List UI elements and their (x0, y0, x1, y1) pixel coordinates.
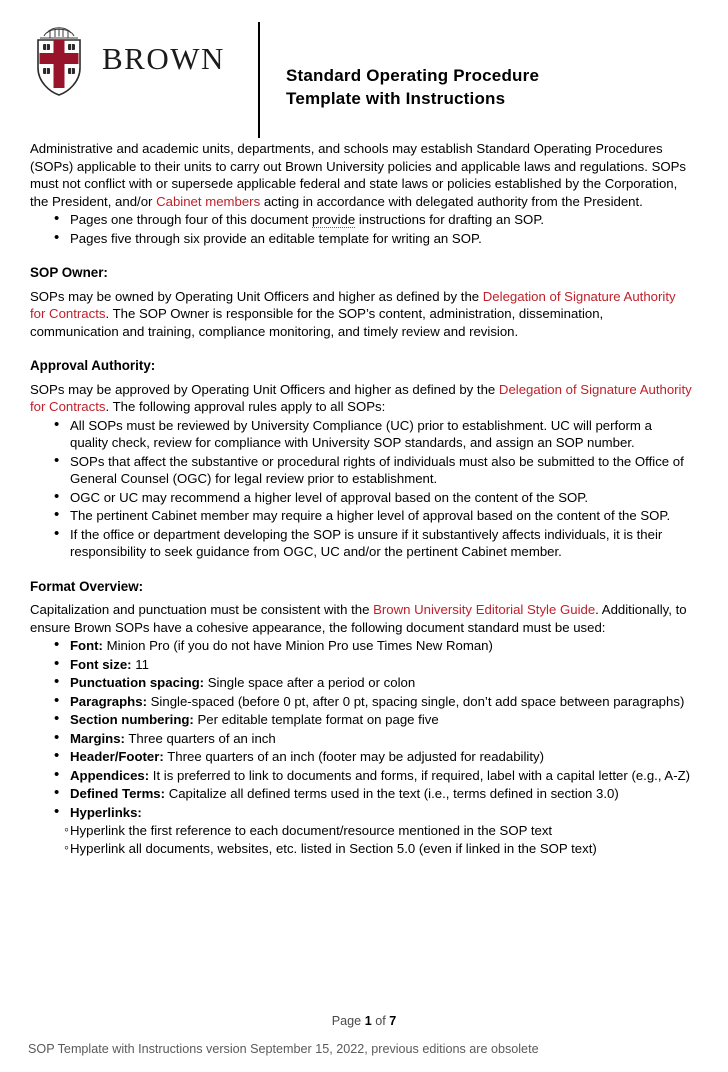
section-heading-approval-authority: Approval Authority: (30, 358, 156, 373)
list-item (50, 804, 692, 822)
sop-owner-text-1: SOPs may be owned by Operating Unit Officers and higher as defined by the (30, 288, 483, 304)
brand-wordmark: BROWN (102, 41, 225, 76)
item-value: Single-spaced (before 0 pt, after 0 pt, spacing single, don’t add space between paragraphs) (146, 693, 685, 709)
brand-lockup (28, 22, 258, 96)
format-overview-paragraph (28, 601, 692, 636)
approval-text-2: . The following approval rules apply to all SOPs: (105, 399, 386, 414)
list-item (50, 767, 692, 785)
item-label: Margins: (70, 730, 125, 746)
list-item: ◦ Hyperlink the first reference to each document/resource mentioned in the SOP text (50, 822, 692, 840)
sop-owner-text-2: . The SOP Owner is responsible for the SOP’s content, administration, dissemination, communication and training, compliance monitoring, and timely review and revision. (30, 306, 604, 339)
bullet-post-0: instructions for drafting an SOP. (355, 212, 545, 227)
item-label: Hyperlinks: (70, 804, 142, 820)
bullet-pre-0: Pages one through four of this document (70, 212, 312, 227)
section-heading-format-overview: Format Overview: (30, 578, 144, 594)
list-item (50, 230, 692, 248)
intro-paragraph (28, 140, 692, 210)
bullet-pre-1: Pages five through six provide an editable template for writing an SOP. (70, 230, 482, 246)
item-value: Three quarters of an inch (124, 730, 276, 746)
format-overview-list (28, 637, 692, 821)
footer-version-note: SOP Template with Instructions version September 15, 2022, previous editions are obsolete (28, 1042, 539, 1056)
list-item: • If the office or department developing the SOP is unsure if it substantively affects individuals, it is their responsibility to seek guidance from OGC, UC and/or the pertinent Cabinet member. (50, 526, 692, 561)
list-item: • All SOPs must be reviewed by University Compliance (UC) prior to establishment. UC will perform a quality check, review for compliance with University SOP standards, and assign an SOP number. (50, 417, 692, 452)
item-value: Per editable template format on page five (193, 712, 439, 727)
page-title (260, 22, 539, 110)
item-value: Minion Pro (if you do not have Minion Pro use Times New Roman) (102, 638, 493, 653)
item-value: Single space after a period or colon (204, 675, 416, 690)
list-item (50, 211, 692, 229)
page-title-line-2: Template with Instructions (286, 89, 506, 108)
list-item (50, 656, 692, 674)
item-label: Paragraphs: (70, 693, 147, 709)
item-value: 11 (131, 656, 149, 672)
delegation-signature-authority-link-1[interactable]: Delegation of Signature Authority for Contracts (30, 288, 676, 321)
page-footer (0, 1014, 728, 1028)
list-item: • SOPs that affect the substantive or procedural rights of individuals must also be submitted to the Office of General Counsel (OGC) for legal review prior to establishment. (50, 453, 692, 488)
approval-authority-paragraph (28, 381, 692, 416)
item-label: Defined Terms: (70, 786, 166, 801)
approval-authority-bullet-list (28, 417, 692, 561)
list-item: • OGC or UC may recommend a higher level of approval based on the content of the SOP. (50, 489, 692, 507)
list-item (50, 693, 692, 711)
item-label: Section numbering: (70, 712, 194, 727)
intro-bullet-list (28, 211, 692, 247)
item-label: Font size: (70, 656, 132, 672)
item-value: Three quarters of an inch (footer may be adjusted for readability) (163, 749, 544, 764)
approval-text-1: SOPs may be approved by Operating Unit Officers and higher as defined by the (30, 381, 499, 397)
document-body (28, 140, 700, 857)
list-item (50, 637, 692, 655)
item-label: Header/Footer: (70, 749, 164, 764)
intro-text-1: Administrative and academic units, departments, and schools may establish Standard Operating Procedures (SOPs) applicable to their units to carry out Brown University policies and applicable laws and regulations. SOPs must not conflict with or supersede applicable federal and state laws or policies established by the Corporation, the President, and/or (30, 141, 687, 209)
section-heading-sop-owner: SOP Owner: (30, 265, 108, 280)
item-value: It is preferred to link to documents and forms, if required, label with a capital letter (e.g., A-Z) (149, 767, 691, 783)
item-label: Appendices: (70, 767, 150, 783)
editorial-style-guide-link[interactable]: Brown University Editorial Style Guide (373, 602, 596, 617)
list-item (50, 711, 692, 729)
list-item (50, 730, 692, 748)
delegation-signature-authority-link-2[interactable]: Delegation of Signature Authority for Contracts (30, 381, 692, 414)
footer-page-prefix: Page (331, 1014, 365, 1028)
list-item (50, 785, 692, 803)
page-title-line-1: Standard Operating Procedure (286, 66, 540, 85)
list-item: • The pertinent Cabinet member may require a higher level of approval based on the content of the SOP. (50, 507, 692, 525)
bullet-flagged-word: provide (311, 212, 356, 227)
item-value: Capitalize all defined terms used in the text (i.e., terms defined in section 3.0) (165, 786, 619, 801)
document-header (28, 22, 700, 140)
list-item (50, 674, 692, 692)
intro-text-2: acting in accordance with delegated authority from the President. (260, 193, 643, 209)
cabinet-members-link[interactable]: Cabinet members (156, 193, 261, 209)
list-item: ◦ Hyperlink all documents, websites, etc. listed in Section 5.0 (even if linked in the SOP text) (50, 840, 692, 858)
footer-page-current: 1 (364, 1014, 372, 1028)
item-label: Font: (70, 638, 103, 653)
footer-page-mid: of (371, 1014, 390, 1028)
format-text-1: Capitalization and punctuation must be consistent with the (30, 602, 374, 617)
hyperlinks-sub-list (28, 822, 692, 857)
footer-page-total: 7 (389, 1014, 397, 1028)
format-text-2: . Additionally, to ensure Brown SOPs have a cohesive appearance, the following document standard must be used: (30, 602, 687, 635)
list-item (50, 748, 692, 766)
item-label: Punctuation spacing: (70, 675, 205, 690)
sop-owner-paragraph (28, 288, 692, 341)
brown-university-crest-icon (30, 22, 88, 96)
